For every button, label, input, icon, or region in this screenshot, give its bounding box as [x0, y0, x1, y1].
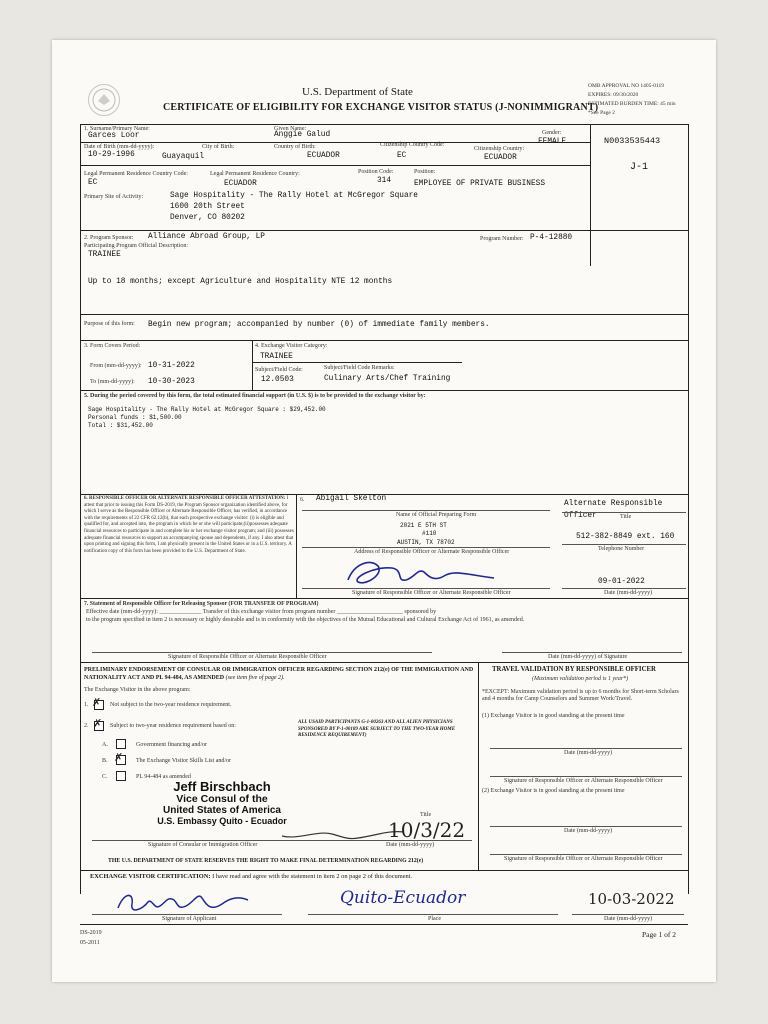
- opt-b-text: The Exchange Visitor Skills List and/or: [136, 758, 232, 764]
- officer-title-caption: Title: [620, 514, 632, 520]
- dob-value: 10-29-1996: [88, 151, 135, 159]
- opt-b-letter: B.: [102, 758, 108, 764]
- program-number-value: P-4-12880: [530, 234, 573, 242]
- description-label: Participating Program Official Description:: [84, 243, 189, 249]
- subject-value: 12.0503: [261, 376, 294, 384]
- opt-c-checkbox[interactable]: [116, 771, 126, 781]
- officer-address-caption: Address of Responsible Officer or Alternate Responsible Officer: [354, 549, 510, 555]
- lpr-code-label: Legal Permanent Residence Country Code:: [84, 171, 188, 177]
- officer-address-3: AUSTIN, TX 78702: [397, 539, 455, 546]
- dob-label: Date of Birth (mm-dd-yyyy):: [84, 144, 155, 150]
- given-label: Given Name:: [274, 126, 307, 132]
- to-value: 10-30-2023: [148, 378, 195, 386]
- visa-type: J-1: [630, 162, 649, 173]
- city-label: City of Birth:: [202, 144, 235, 150]
- from-label: From (mm-dd-yyyy):: [90, 363, 142, 369]
- certification-place: Quito-Ecuador: [340, 888, 466, 908]
- lpr-value: ECUADOR: [224, 180, 257, 188]
- poscode-value: 314: [377, 177, 392, 185]
- lpr-label: Legal Permanent Residence Country:: [210, 171, 300, 177]
- stamp-line-2: Vice Consul of the: [176, 793, 268, 805]
- sevis-id: N0033535443: [604, 136, 661, 146]
- stamp-line-4: U.S. Embassy Quito - Ecuador: [157, 815, 287, 826]
- prelim-note: (see item five of page 2).: [225, 675, 285, 681]
- site-label: Primary Site of Activity:: [84, 194, 144, 200]
- citz-code-label: Citizenship Country Code:: [380, 142, 445, 148]
- citz-label: Citizenship Country:: [474, 146, 525, 152]
- officer-phone-caption: Telephone Number: [598, 546, 645, 552]
- omb-burden: ESTIMATED BURDEN TIME: 45 min: [588, 101, 676, 107]
- prelim-intro: The Exchange Visitor in the above program:: [84, 687, 191, 693]
- officer-name-caption: Name of Official Preparing Form: [396, 512, 477, 518]
- attestation-heading: 6. RESPONSIBLE OFFICER OR ALTERNATE RESPONSIBLE OFFICER ATTESTATION:: [84, 496, 286, 501]
- description-line-2: Up to 18 months; except Agriculture and Hospitality NTE 12 months: [88, 278, 393, 286]
- stamp-line-3: United States of America: [163, 804, 281, 816]
- consul-date: 10/3/22: [388, 818, 466, 842]
- omb-note: *See Page 2: [588, 110, 615, 116]
- transfer-signature-caption: Signature of Responsible Officer or Alternate Responsible Officer: [168, 654, 327, 660]
- officer-address-2: #110: [422, 530, 437, 537]
- opt1-text: Not subject to the two-year residence requirement.: [110, 702, 232, 708]
- surname-label: 1. Surname/Primary Name:: [84, 126, 150, 132]
- opt-a-letter: A.: [102, 742, 108, 748]
- omb-number: OMB APPROVAL NO 1405-0119: [588, 83, 665, 89]
- given-value: Anggie Galud: [274, 131, 331, 139]
- travel-except: *EXCEPT: Maximum validation period is up to 6 months for Short-term Scholars and 4 months for Camp Counselors and Summer Work/Travel.: [482, 689, 679, 702]
- form-title: CERTIFICATE OF ELIGIBILITY FOR EXCHANGE VISITOR STATUS (J-NONIMMIGRANT): [163, 102, 599, 113]
- opt-c-letter: C.: [102, 774, 108, 780]
- prelim-heading: [84, 666, 484, 682]
- opt2-check-icon: ✗: [93, 717, 103, 730]
- form-number: DS-2019: [80, 930, 102, 936]
- certification-place-caption: Place: [428, 916, 441, 922]
- department-name: U.S. Department of State: [302, 86, 413, 98]
- transfer-date-caption: Date (mm-dd-yyyy) of Signature: [548, 654, 628, 660]
- officer-date-caption: Date (mm-dd-yyyy): [604, 590, 653, 596]
- certification-text: I have read and agree with the statement in item 2 on page 2 of this document.: [212, 873, 413, 880]
- subject-label: Subject/Field Code:: [255, 367, 303, 373]
- citz-code-value: EC: [397, 152, 407, 160]
- country-value: ECUADOR: [307, 152, 340, 160]
- consul-signature-caption: Signature of Consular or Immigration Officer: [148, 842, 258, 848]
- site-line-2: 1600 20th Street: [170, 203, 245, 211]
- attestation-body: I attest that prior to issuing this Form DS-2019, the Program Sponsor organization identified above, for which I serve as the Responsible Officer or Alternate Responsible Officer, has verified, in accordance with the requirements of 22 CFR 62.12(b), that each prospective exchange visitor: (i) is eligible and qualified for, and accepted into, the program in which he or she will participate;(ii)possesses adequate financial resources to participate in and complete his or her exchange visitor program; and (iii) possesses adequate financial resources to support an accompanying spouse and dependents, if any. I also attest that upon printing and signing this form, I am physically present in the United States or in a U.S. territory. A notification copy of this form has been provided to the U.S. Department of State.: [84, 496, 294, 554]
- officer-date: 09-01-2022: [598, 578, 645, 586]
- poscode-label: Position Code:: [358, 169, 394, 175]
- position-label: Position:: [414, 169, 436, 175]
- opt-b-check-icon: ✗: [114, 751, 124, 764]
- position-value: EMPLOYEE OF PRIVATE BUSINESS: [414, 180, 546, 188]
- transfer-heading: 7. Statement of Responsible Officer for Releasing Sponsor (FOR TRANSFER OF PROGRAM): [84, 601, 319, 607]
- travel-date-caption-1: Date (mm-dd-yyyy): [564, 750, 613, 756]
- sponsor-value: Alliance Abroad Group, LP: [148, 233, 265, 241]
- travel-standing-2: (2) Exchange Visitor is in good standing at the present time: [482, 788, 625, 794]
- certification-line: [90, 873, 412, 880]
- remarks-value: Culinary Arts/Chef Training: [324, 375, 451, 383]
- opt2-number: 2.: [84, 723, 89, 729]
- sponsor-label: 2. Program Sponsor:: [84, 235, 134, 241]
- country-label: Country of Birth:: [274, 144, 316, 150]
- state-seal-icon: [88, 84, 120, 116]
- travel-signature-caption-2: Signature of Responsible Officer or Alternate Responsible Officer: [504, 856, 663, 862]
- stamp-line-1: Jeff Birschbach: [173, 779, 271, 794]
- travel-sub: (Maximum validation period is 1 year*): [532, 676, 629, 682]
- description-line-1: TRAINEE: [88, 251, 121, 259]
- prelim-heading-text: PRELIMINARY ENDORSEMENT OF CONSULAR OR IMMIGRATION OFFICER REGARDING SECTION 212(e) OF THE IMMIGRATION AND NATIONALITY ACT AND PL 94-484, AS AMENDED: [84, 667, 474, 681]
- travel-heading: TRAVEL VALIDATION BY RESPONSIBLE OFFICER: [492, 666, 656, 673]
- transfer-line-1: Effective date (mm-dd-yyyy): ______________ Transfer of this exchange visitor from program number ______________________ sponsored by: [86, 609, 437, 615]
- opt-a-checkbox[interactable]: [116, 739, 126, 749]
- support-line-2: Personal funds : $1,500.00: [88, 414, 182, 421]
- gender-value: FEMALE: [538, 138, 567, 146]
- opt2-text: Subject to two-year residence requirement based on:: [110, 723, 236, 729]
- officer-phone: 512-382-8849 ext. 160: [576, 533, 675, 541]
- omb-expires: EXPIRES: 09/30/2020: [588, 92, 639, 98]
- applicant-signature-caption: Signature of Applicant: [162, 916, 217, 922]
- officer-signature: [344, 554, 504, 592]
- consul-date-caption: Date (mm-dd-yyyy): [386, 842, 435, 848]
- category-value: TRAINEE: [260, 353, 293, 361]
- certification-date-caption: Date (mm-dd-yyyy): [604, 916, 653, 922]
- to-label: To (mm-dd-yyyy):: [90, 379, 135, 385]
- certification-date: 10-03-2022: [588, 890, 675, 908]
- travel-standing-1: (1) Exchange Visitor is in good standing at the present time: [482, 713, 625, 719]
- surname-value: Garces Loor: [88, 132, 140, 140]
- citz-value: ECUADOR: [484, 154, 517, 162]
- opt-a-text: Government financing and/or: [136, 742, 207, 748]
- lpr-code-value: EC: [88, 179, 98, 187]
- purpose-label: Purpose of this form:: [84, 321, 135, 327]
- certification-heading: EXCHANGE VISITOR CERTIFICATION:: [90, 873, 211, 880]
- consul-stamp: [152, 780, 292, 826]
- opt1-number: 1.: [84, 702, 89, 708]
- officer-signature-caption: Signature of Responsible Officer or Alternate Responsible Officer: [352, 590, 511, 596]
- officer-address-1: 2021 E 5TH ST: [400, 522, 447, 529]
- page-number: Page 1 of 2: [642, 930, 676, 939]
- attestation-text: [84, 496, 296, 555]
- usaid-note: ALL USAID PARTICIPANTS G-1-00263 AND ALL ALIEN PHYSICIANS SPONSORED BY P-1-00189 ARE SUBJECT TO THE TWO-YEAR HOME RESIDENCE REQUIREMENT): [298, 720, 456, 739]
- from-value: 10-31-2022: [148, 362, 195, 370]
- travel-signature-caption-1: Signature of Responsible Officer or Alternate Responsible Officer: [504, 778, 663, 784]
- travel-date-caption-2: Date (mm-dd-yyyy): [564, 828, 613, 834]
- sec6-number: 6.: [300, 497, 305, 503]
- omb-block: [588, 82, 676, 118]
- final-determination: THE U.S. DEPARTMENT OF STATE RESERVES THE RIGHT TO MAKE FINAL DETERMINATION REGARDING 212(e): [108, 858, 424, 864]
- support-line-3: Total : $31,452.00: [88, 422, 153, 429]
- transfer-line-2: to the program specified in item 2 is necessary or highly desirable and is in conformity with the objectives of the Mutual Educational and Cultural Exchange Act of 1961, as amended.: [86, 617, 525, 623]
- program-number-label: Program Number:: [480, 236, 524, 242]
- category-label: 4. Exchange Visitor Category:: [255, 343, 328, 349]
- city-value: Guayaquil: [162, 153, 205, 161]
- officer-title: Alternate Responsible Officer: [564, 500, 663, 520]
- consul-title-caption: Title: [420, 812, 432, 818]
- officer-name: Abigail Skelton: [316, 495, 387, 503]
- period-label: 3. Form Covers Period:: [84, 343, 141, 349]
- gender-label: Gender:: [542, 130, 562, 136]
- site-line-3: Denver, CO 80202: [170, 214, 245, 222]
- form-revision: 05-2011: [80, 940, 100, 946]
- site-line-1: Sage Hospitality - The Rally Hotel at McGregor Square: [170, 192, 418, 200]
- support-label: 5. During the period covered by this form, the total estimated financial support (in U.S. $) is to be provided to the exchange visitor by:: [84, 393, 426, 399]
- support-line-1: Sage Hospitality - The Rally Hotel at McGregor Square : $29,452.00: [88, 406, 326, 413]
- opt-c-text: PL 94-484 as amended: [136, 774, 191, 780]
- purpose-value: Begin new program; accompanied by number (0) of immediate family members.: [148, 321, 490, 329]
- remarks-label: Subject/Field Code Remarks:: [324, 365, 395, 371]
- opt1-check-icon: ✗: [92, 696, 102, 709]
- ds2019-page: [52, 40, 716, 982]
